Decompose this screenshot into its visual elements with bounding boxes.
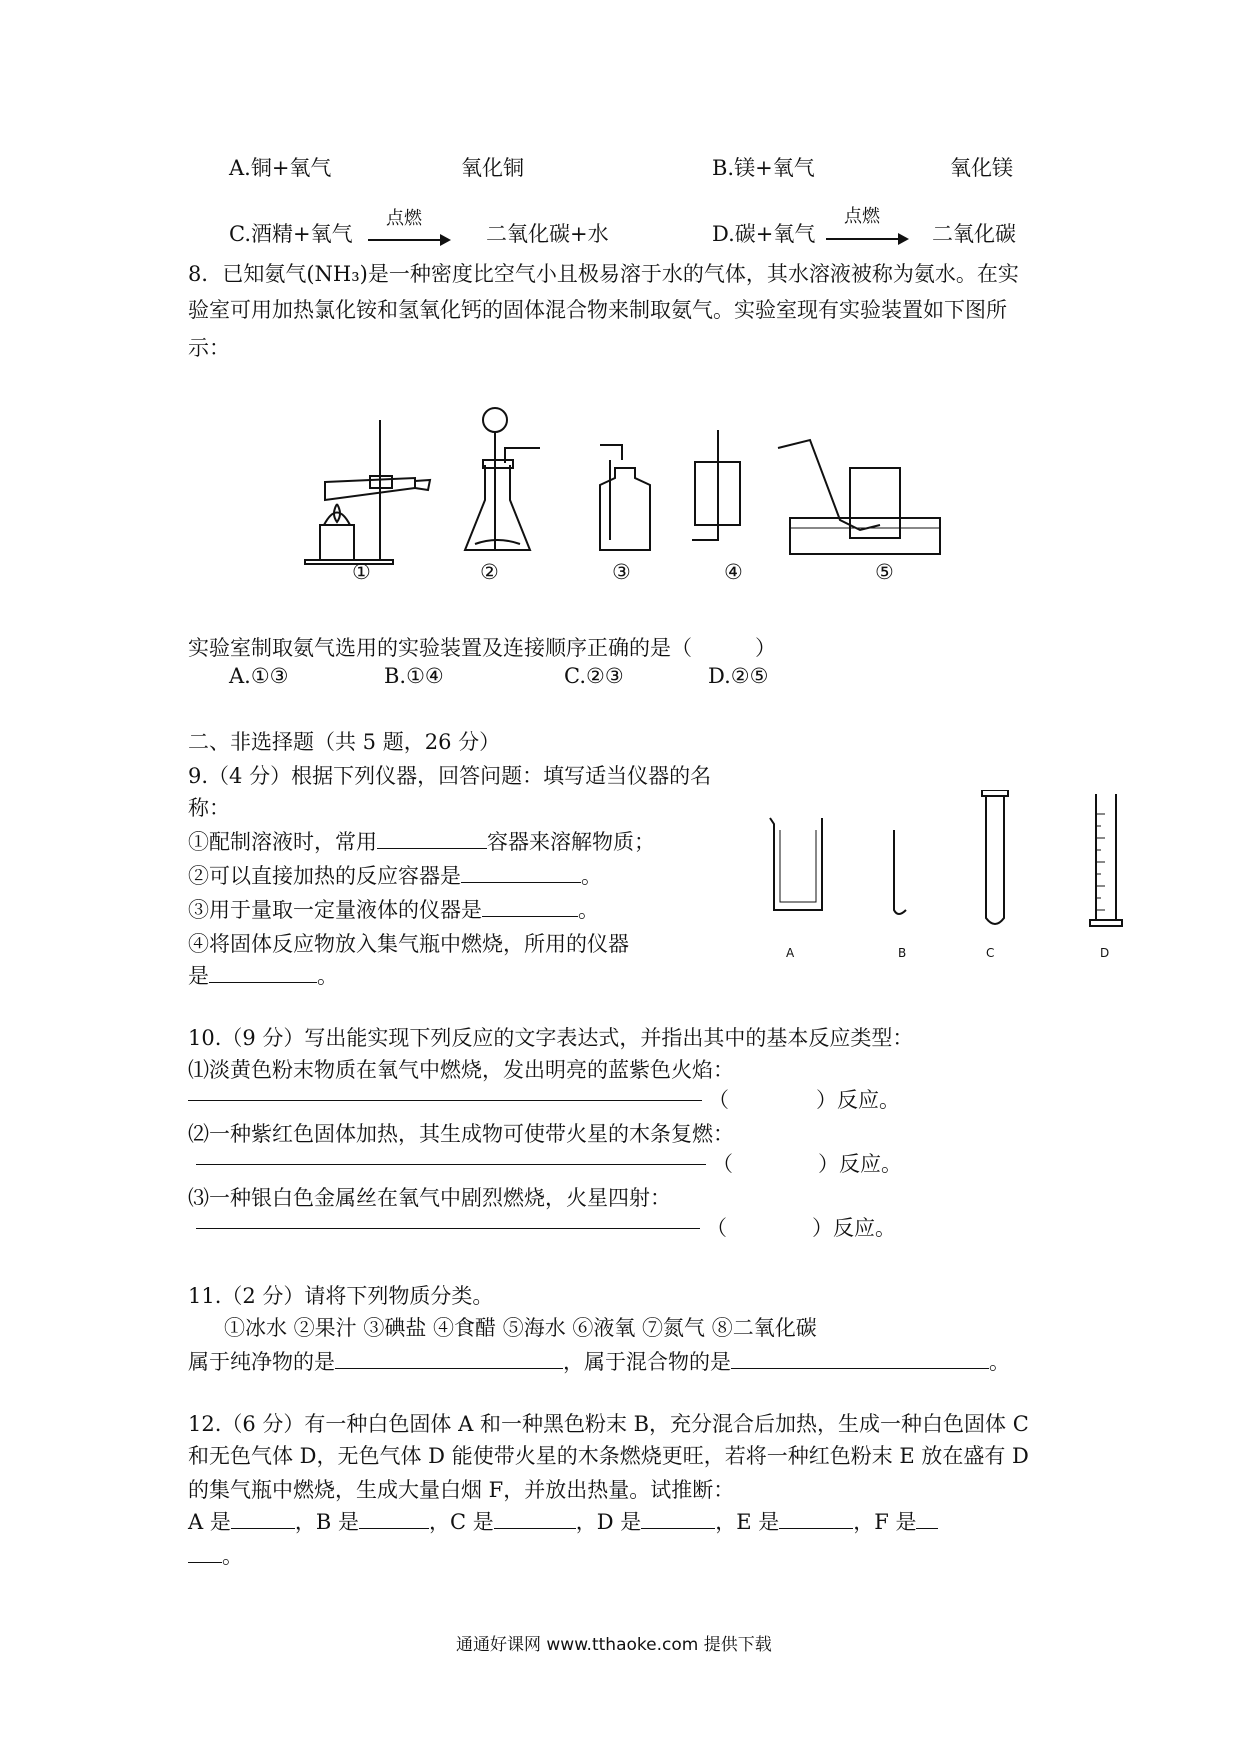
q8-label-5: ⑤ bbox=[875, 560, 894, 584]
q12-end: 。 bbox=[222, 1544, 243, 1568]
q12-blank-c[interactable] bbox=[494, 1508, 576, 1529]
q12-line-2: 和无色气体 D，无色气体 D 能使带火星的木条燃烧更旺，若将一种红色粉末 E 放在盛有 D bbox=[188, 1444, 1029, 1468]
q7-option-b-left: B.镁+氧气 bbox=[712, 156, 815, 180]
q11-end: 。 bbox=[989, 1350, 1010, 1374]
q7-option-d-arrow bbox=[826, 238, 900, 240]
q8-option-b: B.①④ bbox=[384, 664, 444, 688]
q7-option-b-right: 氧化镁 bbox=[950, 156, 1013, 180]
q9-item-1-prefix: ①配制溶液时，常用 bbox=[188, 830, 377, 854]
q10-paren-open-3: （ bbox=[706, 1216, 727, 1240]
q9-blank-4[interactable] bbox=[209, 962, 317, 983]
q9-item-2 bbox=[188, 860, 602, 890]
q10-blank-3[interactable] bbox=[196, 1228, 700, 1229]
q7-option-d-left: D.碳+氧气 bbox=[712, 222, 816, 246]
q9-blank-3[interactable] bbox=[482, 896, 578, 917]
q8-question: 实验室制取氨气选用的实验装置及连接顺序正确的是（ ） bbox=[188, 636, 776, 660]
q12-blank-f[interactable] bbox=[916, 1508, 938, 1529]
q7-option-d-condition: 点燃 bbox=[844, 206, 880, 227]
q12-c-label: ，C 是 bbox=[428, 1510, 494, 1534]
section-2-title: 二、非选择题（共 5 题，26 分） bbox=[188, 730, 501, 754]
q9-line-1: 9.（4 分）根据下列仪器，回答问题：填写适当仪器的名 bbox=[188, 764, 712, 788]
q11-pure-label: 属于纯净物的是 bbox=[188, 1350, 335, 1374]
q12-blank-d[interactable] bbox=[641, 1508, 715, 1529]
q7-option-c-right: 二氧化碳+水 bbox=[486, 222, 609, 246]
q9-blank-2[interactable] bbox=[461, 862, 581, 883]
q12-answers-end bbox=[188, 1540, 243, 1570]
q12-blank-e[interactable] bbox=[779, 1508, 853, 1529]
q10-paren-close-1: ）反应。 bbox=[816, 1088, 900, 1112]
q7-option-a-right: 氧化铜 bbox=[461, 156, 524, 180]
q9-item-5-suffix: 。 bbox=[317, 964, 338, 988]
q7-option-c-arrow bbox=[368, 239, 442, 241]
q7-option-a-left: A.铜+氧气 bbox=[229, 156, 332, 180]
footer-text: 通通好课网 www.tthaoke.com 提供下载 bbox=[456, 1635, 772, 1655]
q10-item-2: ⑵一种紫红色固体加热，其生成物可使带火星的木条复燃： bbox=[188, 1122, 734, 1146]
q9-item-3 bbox=[188, 894, 599, 924]
q8-option-c: C.②③ bbox=[564, 664, 624, 688]
q9-item-4: ④将固体反应物放入集气瓶中燃烧，所用的仪器 bbox=[188, 932, 629, 956]
q11-mixture-blank[interactable] bbox=[731, 1348, 989, 1369]
q8-label-3: ③ bbox=[612, 560, 631, 584]
q12-f-label: ，F 是 bbox=[853, 1510, 917, 1534]
q7-option-d-right: 二氧化碳 bbox=[932, 222, 1016, 246]
q9-label-d: D bbox=[1100, 946, 1110, 960]
q9-instruments-figure bbox=[760, 790, 1130, 940]
q8-line-3: 示： bbox=[188, 336, 230, 360]
q11-substances: ①冰水 ②果汁 ③碘盐 ④食醋 ⑤海水 ⑥液氧 ⑦氮气 ⑧二氧化碳 bbox=[224, 1316, 817, 1340]
q7-option-c-condition: 点燃 bbox=[386, 208, 422, 229]
q12-e-label: ，E 是 bbox=[715, 1510, 780, 1534]
q8-line-1: 8．已知氨气(NH₃)是一种密度比空气小且极易溶于水的气体，其水溶液被称为氨水。在实 bbox=[188, 262, 1019, 286]
q9-item-3-suffix: 。 bbox=[578, 898, 599, 922]
q10-line-1: 10.（9 分）写出能实现下列反应的文字表达式，并指出其中的基本反应类型： bbox=[188, 1026, 914, 1050]
q9-item-2-suffix: 。 bbox=[581, 864, 602, 888]
q12-a-label: A 是 bbox=[188, 1510, 231, 1534]
q11-line-1: 11.（2 分）请将下列物质分类。 bbox=[188, 1284, 494, 1308]
q12-blank-a[interactable] bbox=[231, 1508, 295, 1529]
q12-b-label: ，B 是 bbox=[294, 1510, 359, 1534]
q9-line-2: 称： bbox=[188, 796, 230, 820]
q9-label-c: C bbox=[986, 946, 995, 960]
q9-item-1-suffix: 容器来溶解物质； bbox=[487, 830, 655, 854]
q10-item-3: ⑶一种银白色金属丝在氧气中剧烈燃烧，火星四射： bbox=[188, 1186, 671, 1210]
q10-item-1: ⑴淡黄色粉末物质在氧气中燃烧，发出明亮的蓝紫色火焰： bbox=[188, 1058, 734, 1082]
q8-label-4: ④ bbox=[724, 560, 743, 584]
q12-line-1: 12.（6 分）有一种白色固体 A 和一种黑色粉末 B，充分混合后加热，生成一种白色固体 C bbox=[188, 1412, 1029, 1436]
q8-option-d: D.②⑤ bbox=[708, 664, 769, 688]
q10-paren-open-1: （ bbox=[708, 1088, 729, 1112]
q7-option-c-left: C.酒精+氧气 bbox=[229, 222, 353, 246]
q12-blank-b[interactable] bbox=[359, 1508, 429, 1529]
q11-line-3 bbox=[188, 1346, 1010, 1376]
q9-blank-1[interactable] bbox=[377, 828, 487, 849]
q9-item-3-prefix: ③用于量取一定量液体的仪器是 bbox=[188, 898, 482, 922]
q10-paren-close-3: ）反应。 bbox=[812, 1216, 896, 1240]
q9-item-1 bbox=[188, 826, 655, 856]
q10-paren-close-2: ）反应。 bbox=[818, 1152, 902, 1176]
q9-item-5 bbox=[188, 960, 338, 990]
q8-label-2: ② bbox=[480, 560, 499, 584]
q9-item-2-prefix: ②可以直接加热的反应容器是 bbox=[188, 864, 461, 888]
q12-answers bbox=[188, 1506, 938, 1536]
q11-pure-blank[interactable] bbox=[335, 1348, 563, 1369]
q9-label-a: A bbox=[786, 946, 795, 960]
q8-label-1: ① bbox=[352, 560, 371, 584]
q12-line-3: 的集气瓶中燃烧，生成大量白烟 F，并放出热量。试推断： bbox=[188, 1478, 735, 1502]
q8-option-a: A.①③ bbox=[229, 664, 289, 688]
q10-paren-open-2: （ bbox=[712, 1152, 733, 1176]
q9-item-5-prefix: 是 bbox=[188, 964, 209, 988]
q11-mixture-label: ，属于混合物的是 bbox=[563, 1350, 731, 1374]
q8-line-2: 验室可用加热氯化铵和氢氧化钙的固体混合物来制取氨气。实验室现有实验装置如下图所 bbox=[188, 298, 1007, 322]
q10-blank-2[interactable] bbox=[196, 1164, 706, 1165]
q12-d-label: ，D 是 bbox=[575, 1510, 642, 1534]
q9-label-b: B bbox=[898, 946, 907, 960]
q10-blank-1[interactable] bbox=[188, 1100, 702, 1101]
q12-blank-f-cont[interactable] bbox=[188, 1542, 222, 1563]
